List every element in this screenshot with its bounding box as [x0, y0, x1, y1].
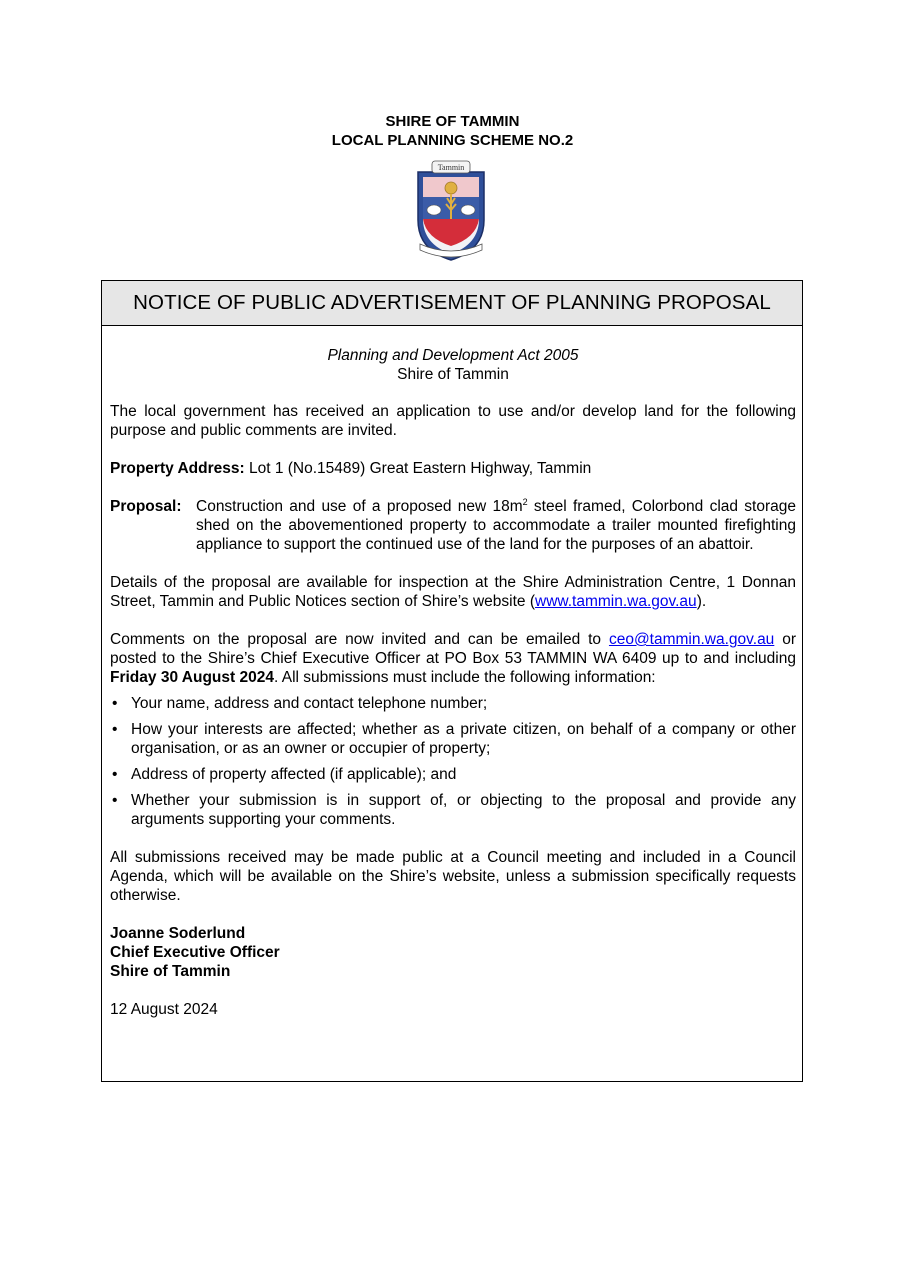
document-header	[0, 112, 905, 150]
submission-deadline: Friday 30 August 2024	[110, 669, 274, 686]
proposal-label: Proposal:	[110, 498, 182, 515]
property-address-label: Property Address:	[110, 460, 245, 477]
comments-text-part2: or posted to the Shire’s Chief Executive Officer at PO Box 53 TAMMIN WA 6409 up to and including	[110, 631, 796, 667]
closing-paragraph: All submissions received may be made public at a Council meeting and included in a Council Agenda, which will be available on the Shire’s website, unless a submission specifically requests otherwise.	[110, 849, 796, 904]
act-subtitle: Shire of Tammin	[397, 366, 509, 383]
list-item-text: How your interests are affected; whether as a private citizen, on behalf of a company or other organisation, or as an owner or occupier of property;	[131, 721, 796, 757]
proposal-text	[196, 497, 796, 554]
signatory-organisation: Shire of Tammin	[110, 963, 231, 980]
comments-text-part1: Comments on the proposal are now invited and can be emailed to	[110, 631, 609, 648]
proposal-superscript: 2	[522, 496, 528, 507]
details-text: Details of the proposal are available for inspection at the Shire Administration Centre, 1 Donnan Street, Tammin and Public Notices section of Shire’s website (	[110, 574, 796, 610]
proposal-section	[110, 497, 796, 554]
list-item-text: Your name, address and contact telephone number;	[131, 695, 488, 712]
crest-banner-text: Tammin	[437, 163, 465, 172]
notice-box	[101, 280, 803, 1082]
list-item-text: Address of property affected (if applicable); and	[131, 766, 457, 783]
bullet-icon: •	[112, 695, 118, 712]
list-item	[110, 720, 796, 758]
list-item	[110, 765, 796, 784]
property-address	[110, 459, 796, 478]
intro-paragraph: The local government has received an application to use and/or develop land for the following purpose and public comments are invited.	[110, 403, 796, 439]
list-item	[110, 694, 796, 713]
ceo-email-link[interactable]: ceo@tammin.wa.gov.au	[608, 631, 775, 648]
crest-left-sheep	[427, 205, 441, 215]
bullet-icon: •	[112, 721, 118, 738]
property-address-value: Lot 1 (No.15489) Great Eastern Highway, Tammin	[248, 460, 592, 477]
crest-right-sheep	[461, 205, 475, 215]
shire-website-link[interactable]: www.tammin.wa.gov.au	[535, 593, 697, 610]
notice-content	[110, 325, 796, 1019]
submission-requirements-list	[110, 694, 796, 829]
comments-text-part3: . All submissions must include the following information:	[273, 669, 656, 686]
list-item	[110, 791, 796, 829]
details-paragraph	[110, 573, 796, 611]
bullet-icon: •	[112, 766, 118, 783]
list-item-text: Whether your submission is in support of, or objecting to the proposal and provide any arguments supporting your comments.	[131, 792, 796, 828]
comments-paragraph	[110, 630, 796, 687]
notice-date: 12 August 2024	[110, 1001, 218, 1018]
proposal-text-part1: Construction and use of a proposed new 18m	[196, 498, 523, 515]
notice-title-bar	[102, 281, 802, 326]
signatory-name: Joanne Soderlund	[110, 925, 246, 942]
crest-sun	[445, 182, 457, 194]
signatory-title: Chief Executive Officer	[110, 944, 280, 961]
header-scheme-name: LOCAL PLANNING SCHEME NO.2	[331, 132, 574, 149]
details-end: ).	[696, 593, 707, 610]
proposal-text-part2: steel framed, Colorbond clad storage shed on the abovementioned property to accommodate a trailer mounted firefighting appliance to support the continued use of the land for the purposes of an abattoir.	[196, 498, 796, 553]
bullet-icon: •	[112, 792, 118, 809]
act-name: Planning and Development Act 2005	[327, 347, 579, 364]
header-shire-name: SHIRE OF TAMMIN	[385, 113, 520, 130]
notice-title: NOTICE OF PUBLIC ADVERTISEMENT OF PLANNING PROPOSAL	[133, 291, 771, 314]
shire-crest-logo	[412, 158, 490, 262]
